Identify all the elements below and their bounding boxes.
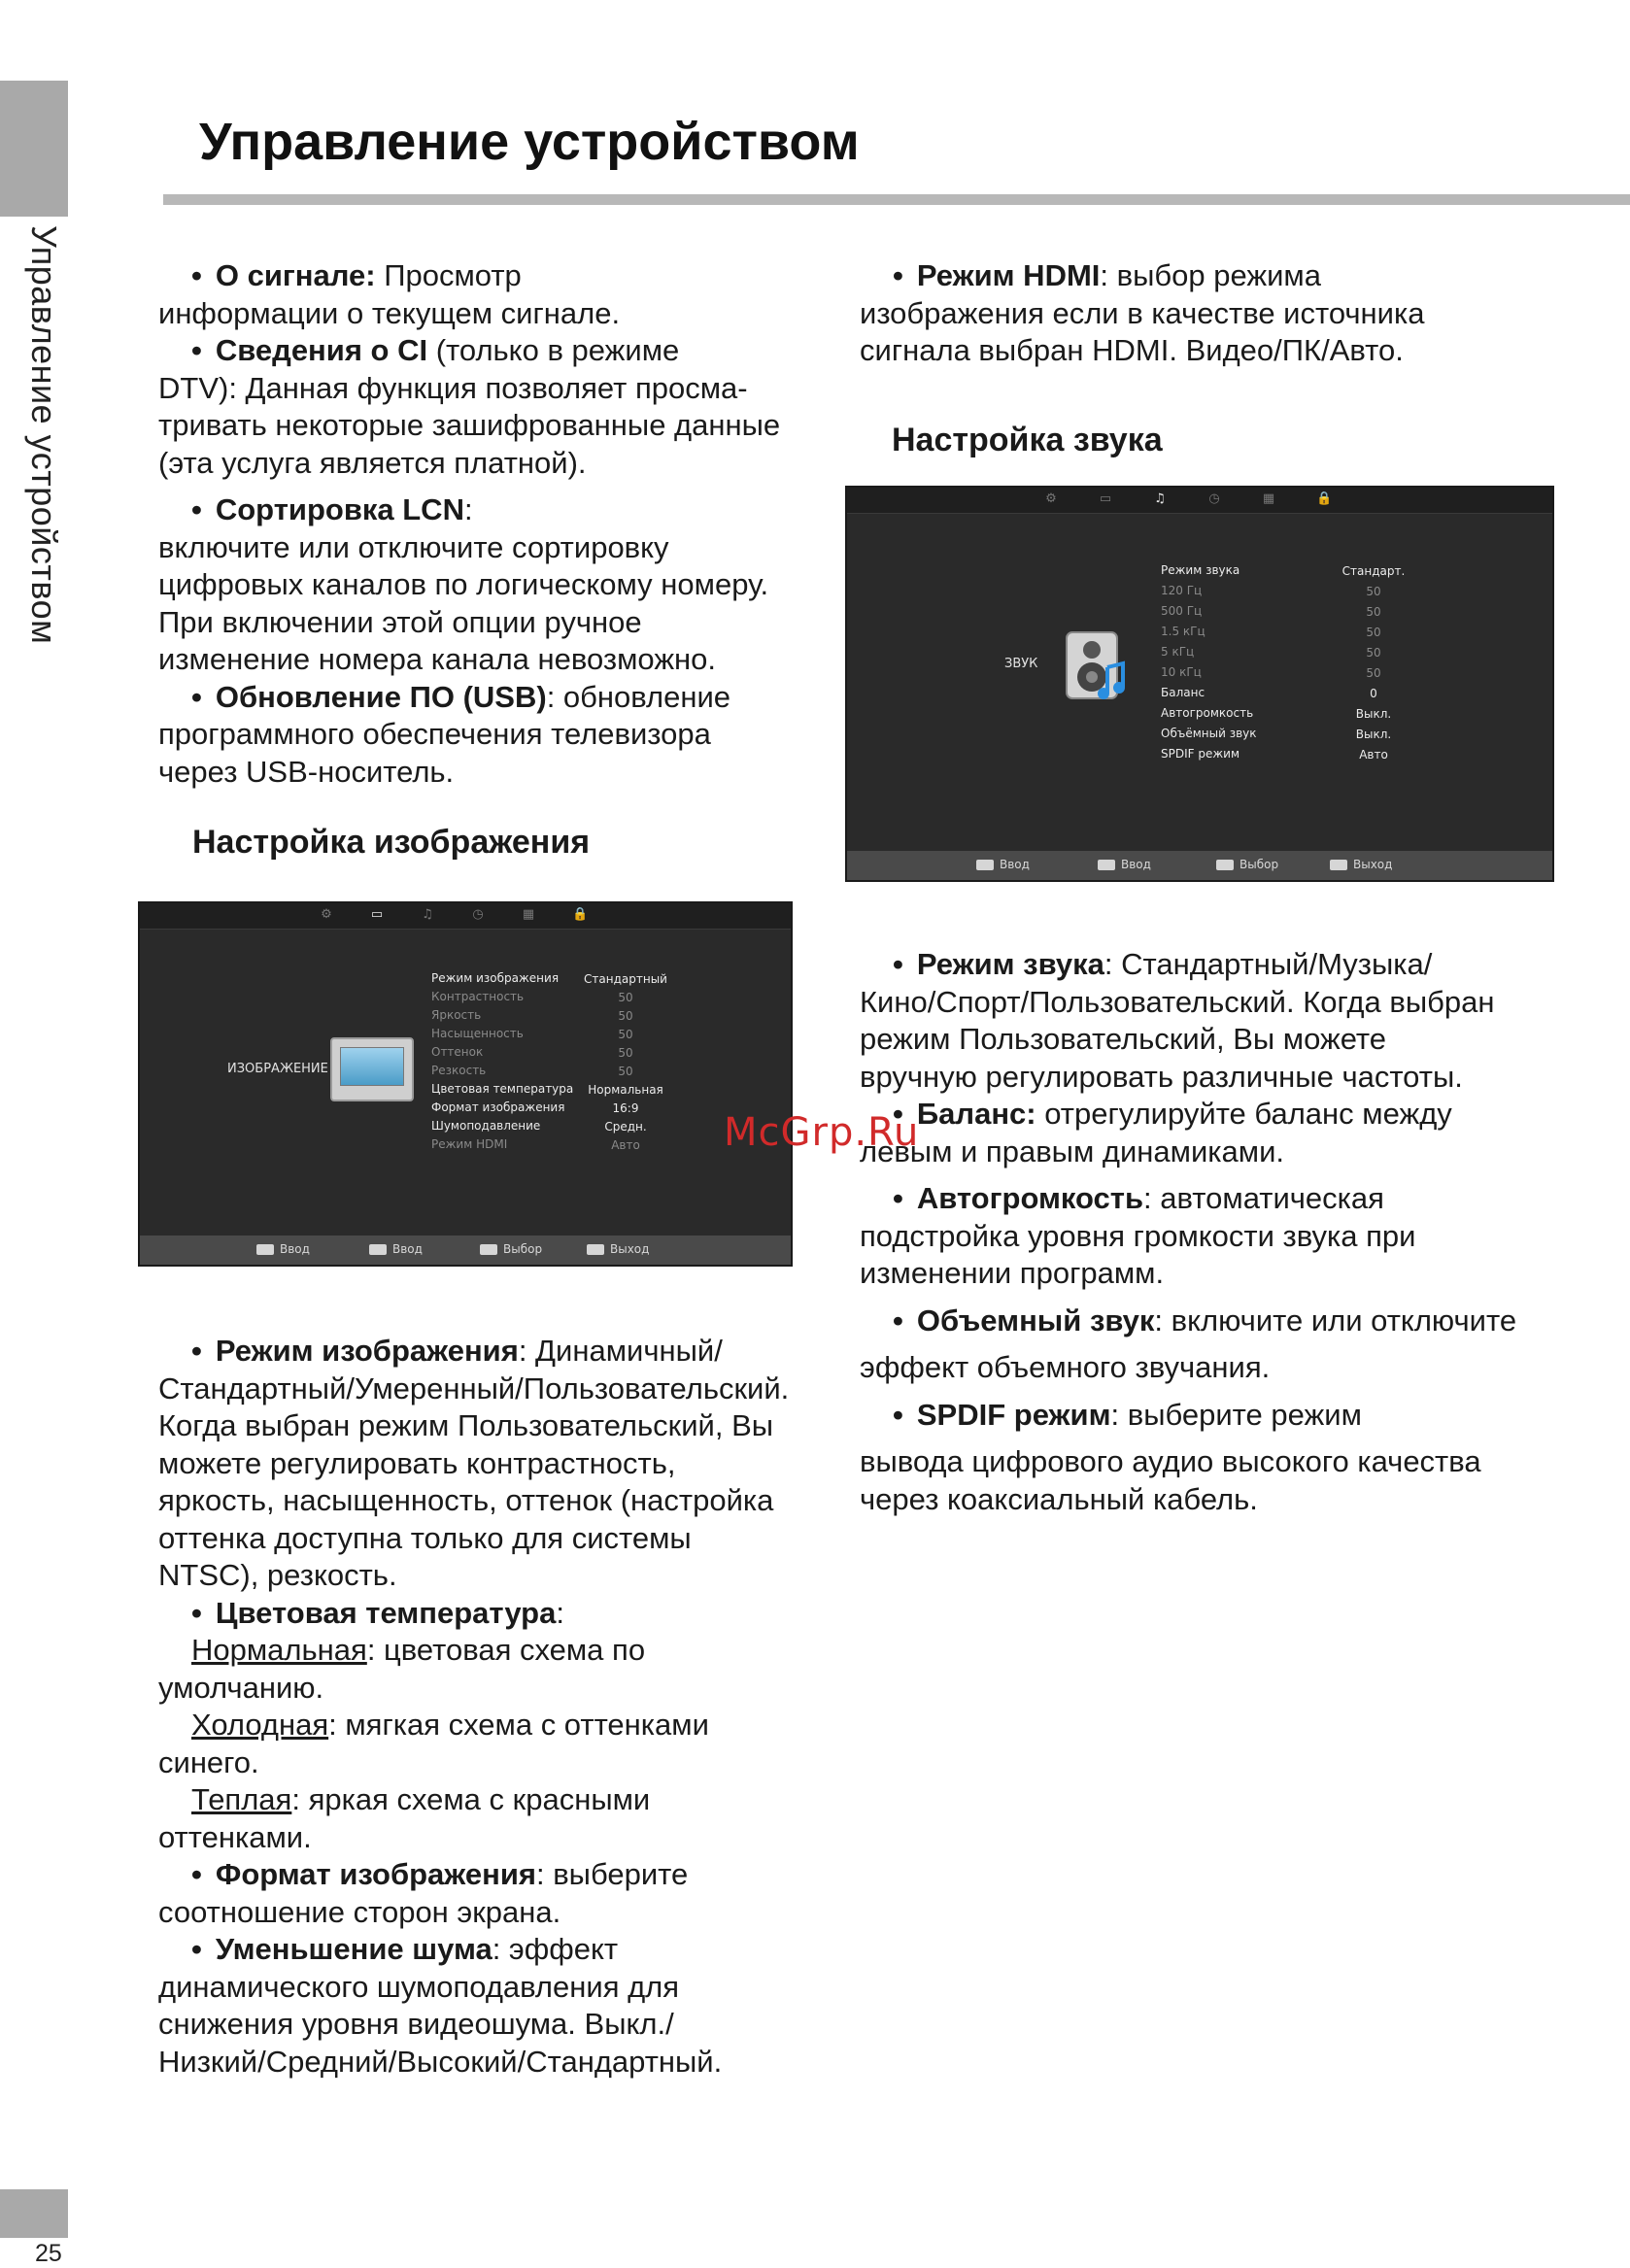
text-line: вывода цифрового аудио высокого качества: [860, 1444, 1481, 1478]
gear-icon: ⚙: [321, 907, 332, 922]
left-column: [158, 257, 838, 791]
grid-icon: ▦: [522, 907, 535, 922]
menu-label[interactable]: Режим звука: [1161, 563, 1240, 577]
footer-hint: Выбор: [480, 1242, 542, 1256]
text-line: эффект объемного звучания.: [860, 1350, 1271, 1384]
menu-label[interactable]: Яркость: [431, 1008, 482, 1022]
item-hdmi-mode: • Режим HDMI: выбор режима: [860, 257, 1579, 295]
monitor-icon: ▭: [370, 907, 384, 922]
text-line: изменении программ.: [860, 1256, 1165, 1290]
item-ci-info: • Сведения о CI (только в режиме: [158, 332, 838, 370]
menu-value: 50: [618, 1065, 633, 1078]
item-auto-volume: • Автогромкость: автоматическая: [860, 1180, 1598, 1218]
menu-value: Авто: [611, 1138, 640, 1152]
text-line: Кино/Спорт/Пользовательский. Когда выбран: [860, 984, 1495, 1019]
grid-icon: ▦: [1262, 491, 1275, 506]
menu-value: 16:9: [612, 1101, 639, 1115]
menu-value: 50: [1366, 666, 1381, 680]
text-line: DTV): Данная функция позволяет просма-: [158, 370, 748, 405]
text-line: программного обеспечения телевизора: [158, 717, 711, 751]
menu-value: 50: [618, 1046, 633, 1060]
menu-value: Стандартный: [584, 972, 667, 986]
menu-label[interactable]: Оттенок: [431, 1045, 484, 1059]
text-line: оттенка доступна только для системы: [158, 1520, 692, 1555]
menu-label[interactable]: 1.5 кГц: [1161, 625, 1206, 638]
menu-value: Стандарт.: [1341, 564, 1406, 578]
text-line: соотношение сторон экрана.: [158, 1894, 561, 1929]
menu-value: Авто: [1359, 748, 1388, 762]
monitor-icon: ▭: [1099, 491, 1112, 506]
key-icon: [1098, 860, 1115, 870]
menu-label[interactable]: Насыщенность: [431, 1027, 524, 1040]
key-icon: [369, 1244, 387, 1255]
sound-menu-screenshot: [845, 486, 1554, 882]
item-warm: Теплая: яркая схема с красными: [191, 1782, 651, 1816]
key-icon: [480, 1244, 497, 1255]
item-signal-info: • О сигнале: Просмотр: [158, 257, 838, 295]
page-title: Управление устройством: [199, 113, 860, 171]
menu-value: Выкл.: [1355, 707, 1392, 721]
item-spdif: • SPDIF режим: выберите режим: [860, 1397, 1598, 1435]
sound-settings-heading: Настройка звука: [892, 422, 1163, 458]
music-note-icon: ♫: [1154, 491, 1166, 506]
text-line: изменение номера канала невозможно.: [158, 642, 717, 676]
text-line: информации о текущем сигнале.: [158, 295, 621, 330]
menu-value: Средн.: [604, 1120, 647, 1134]
key-icon: [1330, 860, 1347, 870]
text-line: умолчанию.: [158, 1670, 324, 1705]
text-line: цифровых каналов по логическому номеру.: [158, 567, 769, 601]
title-rule: [163, 194, 1630, 205]
menu-label[interactable]: Режим изображения: [431, 971, 560, 985]
menu-label[interactable]: Режим HDMI: [431, 1137, 508, 1151]
text-line: режим Пользовательский, Вы можете: [860, 1022, 1387, 1056]
text-line: Стандартный/Умеренный/Пользовательский.: [158, 1371, 790, 1405]
speaker-icon: [1059, 628, 1137, 706]
item-lcn-sort: • Сортировка LCN:: [158, 491, 838, 529]
key-icon: [587, 1244, 604, 1255]
text-line: При включении этой опции ручное: [158, 604, 642, 639]
text-line: левым и правым динамиками.: [860, 1134, 1284, 1168]
item-surround: • Объемный звук: включите или отключите: [860, 1303, 1598, 1340]
item-noise-reduction: • Уменьшение шума: эффект: [158, 1931, 858, 1969]
key-icon: [976, 860, 994, 870]
text-line: динамического шумоподавления для: [158, 1969, 680, 2004]
text-line: вручную регулировать различные частоты.: [860, 1059, 1463, 1094]
menu-footer: [847, 851, 1552, 880]
menu-footer: [140, 1236, 791, 1265]
menu-label[interactable]: Резкость: [431, 1064, 487, 1077]
menu-value: 50: [1366, 585, 1381, 598]
menu-value: 0: [1370, 687, 1377, 700]
menu-label[interactable]: Объёмный звук: [1161, 727, 1257, 740]
footer-hint: Ввод: [976, 858, 1030, 871]
page-number: 25: [35, 2240, 62, 2267]
text-line: сигнала выбран HDMI. Видео/ПК/Авто.: [860, 333, 1404, 367]
page-tab-marker: [0, 2189, 68, 2238]
menu-label[interactable]: SPDIF режим: [1161, 747, 1240, 761]
right-column: [860, 257, 1579, 370]
text-line: NTSC), резкость.: [158, 1558, 397, 1592]
footer-hint: Выбор: [1216, 858, 1278, 871]
menu-value: Выкл.: [1355, 728, 1392, 741]
picture-settings-heading: Настройка изображения: [192, 824, 591, 861]
footer-hint: Ввод: [369, 1242, 423, 1256]
menu-tab-bar: [847, 488, 1552, 514]
key-icon: [256, 1244, 274, 1255]
item-software-update: • Обновление ПО (USB): обновление: [158, 679, 838, 717]
item-sound-mode: • Режим звука: Стандартный/Музыка/: [860, 946, 1598, 984]
category-label: ИЗОБРАЖЕНИЕ: [227, 1062, 328, 1076]
item-balance: • Баланс: отрегулируйте баланс между: [860, 1096, 1598, 1134]
menu-value: 50: [1366, 605, 1381, 619]
music-note-icon: ♫: [422, 907, 433, 922]
text-line: Низкий/Средний/Высокий/Стандартный.: [158, 2044, 723, 2079]
lock-icon: 🔒: [1316, 491, 1333, 506]
side-tab-marker: [0, 81, 68, 217]
menu-label[interactable]: Формат изображения: [431, 1100, 565, 1114]
text-line: оттенками.: [158, 1819, 312, 1854]
picture-menu-screenshot: [138, 901, 793, 1267]
text-line: (эта услуга является платной).: [158, 445, 587, 480]
menu-value: 50: [1366, 626, 1381, 639]
item-color-temp: • Цветовая температура:: [158, 1595, 858, 1633]
menu-label[interactable]: Цветовая температура: [431, 1082, 574, 1096]
footer-hint: Ввод: [1098, 858, 1151, 871]
category-label: ЗВУК: [1004, 657, 1038, 671]
text-line: включите или отключите сортировку: [158, 529, 669, 564]
menu-value: 50: [618, 991, 633, 1004]
menu-value: 50: [618, 1009, 633, 1023]
text-line: Когда выбран режим Пользовательский, Вы: [158, 1408, 774, 1442]
menu-value: 50: [1366, 646, 1381, 660]
menu-label[interactable]: 500 Гц: [1161, 604, 1203, 618]
clock-icon: ◷: [472, 907, 484, 922]
text-line: тривать некоторые зашифрованные данные: [158, 408, 781, 442]
text-line: изображения если в качестве источника: [860, 295, 1425, 330]
side-section-title: Управление устройством: [24, 225, 64, 645]
tv-icon: [330, 1037, 414, 1101]
key-icon: [1216, 860, 1234, 870]
item-normal: Нормальная: цветовая схема по: [191, 1633, 646, 1667]
text-line: через USB-носитель.: [158, 754, 455, 789]
text-line: через коаксиальный кабель.: [860, 1481, 1258, 1516]
watermark: McGrp.Ru: [724, 1110, 920, 1155]
menu-value: 50: [618, 1028, 633, 1041]
menu-label[interactable]: 10 кГц: [1161, 665, 1202, 679]
menu-tab-bar: [140, 903, 791, 930]
text-line: подстройка уровня громкости звука при: [860, 1218, 1416, 1253]
lock-icon: 🔒: [572, 907, 589, 922]
menu-label[interactable]: Шумоподавление: [431, 1119, 541, 1133]
menu-label[interactable]: 5 кГц: [1161, 645, 1195, 659]
text-line: яркость, насыщенность, оттенок (настройка: [158, 1483, 774, 1517]
menu-label[interactable]: Баланс: [1161, 686, 1206, 699]
footer-hint: Выход: [1330, 858, 1392, 871]
item-picture-mode: • Режим изображения: Динамичный/: [158, 1333, 858, 1371]
clock-icon: ◷: [1208, 491, 1220, 506]
menu-label[interactable]: 120 Гц: [1161, 584, 1203, 597]
menu-label[interactable]: Автогромкость: [1161, 706, 1254, 720]
gear-icon: ⚙: [1045, 491, 1057, 506]
footer-hint: Выход: [587, 1242, 649, 1256]
menu-label[interactable]: Контрастность: [431, 990, 525, 1003]
footer-hint: Ввод: [256, 1242, 310, 1256]
text-line: снижения уровня видеошума. Выкл./: [158, 2007, 674, 2041]
left-column-lower: [158, 1333, 858, 2081]
item-aspect: • Формат изображения: выберите: [158, 1856, 858, 1894]
text-line: синего.: [158, 1744, 259, 1779]
right-column-lower: [860, 946, 1598, 1518]
text-line: можете регулировать контрастность,: [158, 1445, 676, 1480]
item-cold: Холодная: мягкая схема с оттенками: [191, 1708, 709, 1742]
menu-value: Нормальная: [588, 1083, 663, 1097]
